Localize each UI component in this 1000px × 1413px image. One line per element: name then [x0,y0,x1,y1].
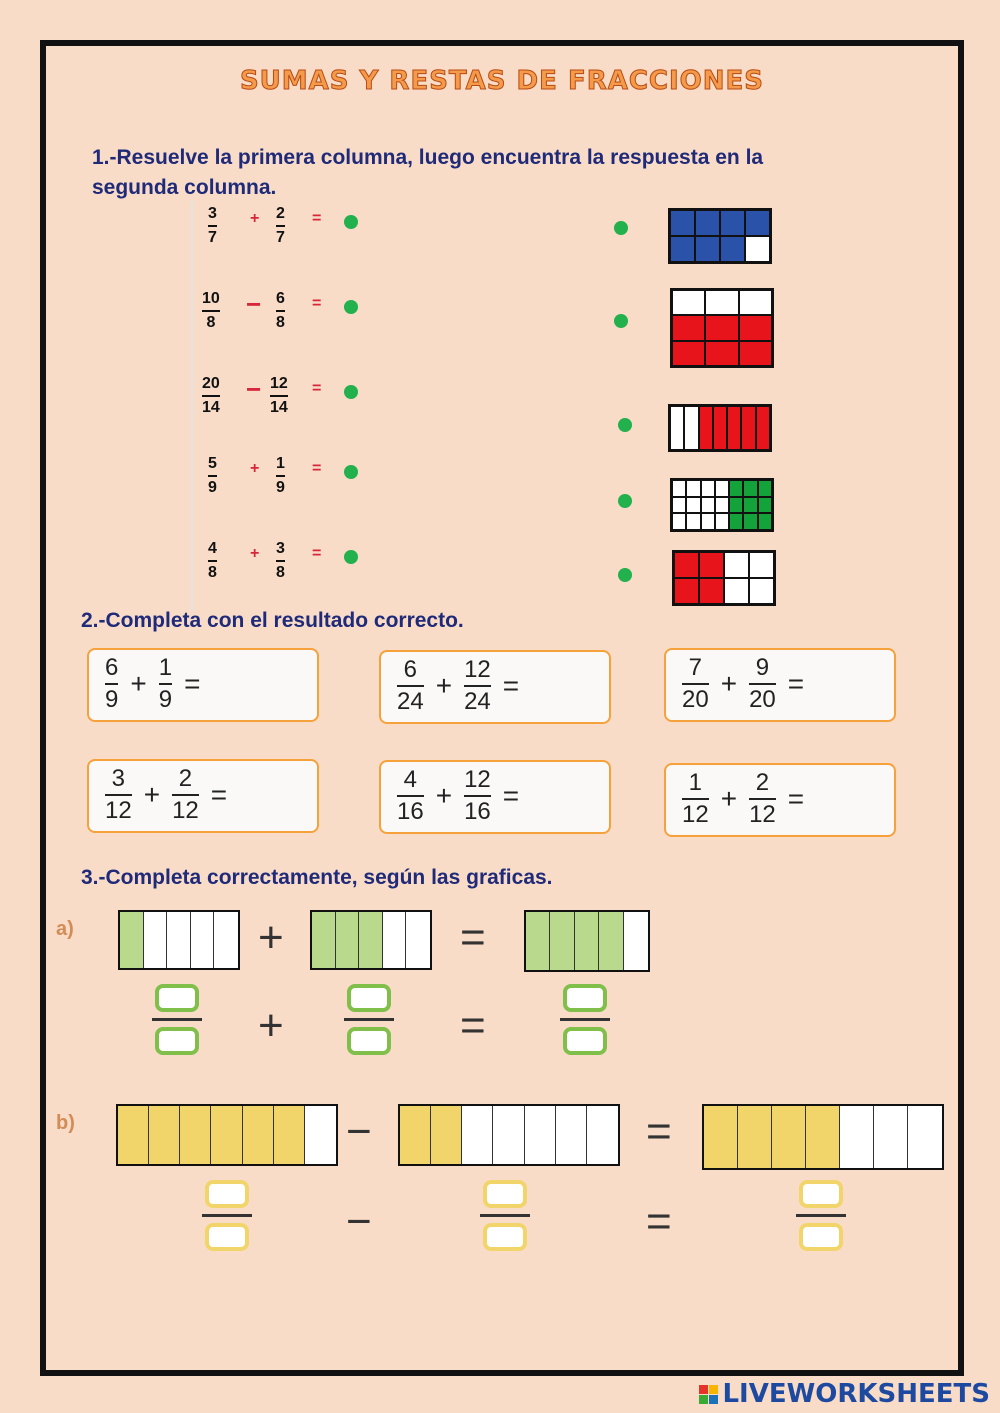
answer-fraction [202,1180,252,1251]
fraction-grid [672,550,776,606]
grid-cell [699,552,724,578]
match-dot-left[interactable] [344,215,358,229]
fraction [202,376,220,416]
fraction-bar [276,560,285,562]
grid-cell [686,513,700,530]
strip-segment [874,1106,908,1168]
equals-sign: = [460,913,486,962]
fraction-bar [105,683,118,685]
fraction [397,658,424,714]
denominator-input[interactable] [155,1027,199,1055]
fraction [276,541,285,581]
denominator: 12 [682,801,709,828]
grid-cell [672,341,705,366]
grid-cell [745,210,770,236]
fraction-strip [524,910,650,972]
fraction-bar [105,794,132,796]
equals-sign: = [184,668,201,699]
equals-sign: = [312,380,322,397]
fraction [682,656,709,712]
plus-sign: + [720,783,738,814]
numerator: 3 [276,540,285,557]
strip-segment [118,1106,149,1164]
grid-cell [672,497,686,514]
fraction-bar [749,683,776,685]
strip-segment [840,1106,874,1168]
grid-cell [672,315,705,340]
strip-segment [575,912,599,970]
divider [191,201,193,611]
equation-box[interactable] [87,759,319,833]
fraction-strip [116,1104,338,1166]
fraction-bar [202,310,220,312]
plus-sign: + [250,545,260,562]
strip-segment [493,1106,524,1164]
grid-cell [695,210,720,236]
denominator-input[interactable] [799,1223,843,1251]
numerator: 7 [688,654,703,681]
fraction-grid [670,288,774,368]
numerator: 20 [202,375,220,392]
page-title: SUMAS Y RESTAS DE FRACCIONES [239,66,765,96]
grid-cell [705,315,738,340]
strip-segment [556,1106,587,1164]
fraction [276,291,285,331]
strip-segment [336,912,360,968]
grid-cell [701,513,715,530]
numerator-input[interactable] [205,1180,249,1208]
denominator: 24 [464,688,491,715]
grid-cell [729,480,743,497]
match-dot-right[interactable] [614,314,628,328]
fraction-bar [682,683,709,685]
denominator: 14 [202,399,220,416]
fraction-bar [796,1214,846,1217]
brand-name: LIVEWORKSHEETS [722,1379,990,1409]
strip-segment [406,912,430,968]
fraction-bar [397,685,424,687]
grid-cell [729,497,743,514]
grid-cell [672,513,686,530]
grid-cell [741,406,755,450]
answer-fraction [344,984,394,1055]
grid-cell [743,513,757,530]
section1-instruction-line1: 1.-Resuelve la primera columna, luego encuentra la respuesta en la [92,146,764,169]
grid-cell [695,236,720,262]
match-dot-right[interactable] [614,221,628,235]
section2-instruction: 2.-Completa con el resultado correcto. [81,609,464,632]
strip-segment [462,1106,493,1164]
numerator: 3 [111,765,126,792]
strip-segment [550,912,574,970]
grid-cell [670,210,695,236]
denominator: 20 [749,686,776,713]
equals-sign: = [210,779,228,810]
grid-cell [756,406,770,450]
fraction [208,456,217,496]
grid-cell [670,406,684,450]
grid-cell [686,497,700,514]
match-dot-left[interactable] [344,465,358,479]
fraction [208,206,217,246]
fraction [276,456,285,496]
grid-cell [758,480,772,497]
strip-segment [587,1106,618,1164]
fraction-strip [310,910,432,970]
grid-cell [713,406,727,450]
strip-segment [305,1106,336,1164]
fraction [105,656,118,712]
numerator: 12 [464,766,491,793]
fraction [397,768,424,824]
fraction-bar [276,475,285,477]
denominator-input[interactable] [483,1223,527,1251]
numerator: 5 [208,455,217,472]
grid-cell [674,552,699,578]
fraction-bar [749,798,776,800]
equals-sign: = [502,670,520,701]
denominator: 9 [158,686,173,713]
grid-cell [672,290,705,315]
strip-segment [704,1106,738,1168]
grid-cell [739,315,772,340]
plus-sign: + [720,668,738,699]
fraction-bar [464,685,491,687]
equals-sign: = [787,783,805,814]
fraction [172,767,199,823]
fraction [270,376,288,416]
fraction-strip [702,1104,944,1170]
equals-sign: = [787,668,805,699]
denominator: 9 [105,686,119,713]
numerator-input[interactable] [799,1180,843,1208]
denominator: 9 [276,479,285,496]
numerator: 9 [755,654,770,681]
grid-cell [672,480,686,497]
denominator: 20 [682,686,709,713]
strip-segment [400,1106,431,1164]
fraction-bar [152,1018,202,1021]
fraction-bar [560,1018,610,1021]
fraction-grid [668,404,772,452]
fraction-bar [270,395,288,397]
numerator: 4 [403,766,418,793]
answer-fraction [560,984,610,1055]
fraction-bar [202,395,220,397]
grid-cell [745,236,770,262]
plus-sign: + [435,670,453,701]
fraction-bar [159,683,172,685]
grid-cell [743,480,757,497]
equation-box[interactable] [87,648,319,722]
strip-segment [191,912,215,968]
denominator: 16 [464,798,491,825]
strip-segment [624,912,648,970]
equals-sign: = [502,780,520,811]
answer-fraction [152,984,202,1055]
grid-cell [701,497,715,514]
answer-fraction [796,1180,846,1251]
equation-box[interactable] [664,648,896,722]
liveworksheets-logo-icon [699,1385,718,1404]
equals-sign: = [312,545,322,562]
fraction-strip [118,910,240,970]
numerator: 1 [158,654,173,681]
grid-cell [715,513,729,530]
strip-segment [383,912,407,968]
fraction-bar [480,1214,530,1217]
equation-box[interactable] [664,763,896,837]
grid-cell [720,236,745,262]
fraction-grid [668,208,772,264]
match-dot-right[interactable] [618,494,632,508]
plus-sign: + [435,780,453,811]
equation [397,768,519,824]
liveworksheets-brand [699,1379,990,1409]
fraction-strip [398,1104,620,1166]
match-dot-left[interactable] [344,300,358,314]
grid-cell [715,497,729,514]
equals-sign: = [312,295,322,312]
fraction-bar [172,794,199,796]
grid-cell [670,236,695,262]
strip-segment [274,1106,305,1164]
match-dot-right[interactable] [618,418,632,432]
fraction [202,291,220,331]
equation-box[interactable] [379,650,611,724]
denominator: 7 [276,229,285,246]
grid-cell [699,406,713,450]
numerator-input[interactable] [155,984,199,1012]
numerator: 3 [208,205,217,222]
numerator: 12 [464,656,491,683]
plus-sign: + [250,460,260,477]
equals-sign: = [312,210,322,227]
grid-cell [749,578,774,604]
equation [105,767,227,823]
strip-segment [908,1106,942,1168]
grid-cell [705,290,738,315]
strip-segment [312,912,336,968]
fraction [464,768,491,824]
denominator: 8 [208,564,217,581]
denominator: 8 [206,314,216,331]
numerator: 12 [270,375,288,392]
fraction-grid [670,478,774,532]
fraction-bar [344,1018,394,1021]
grid-cell [739,290,772,315]
strip-segment [144,912,168,968]
numerator: 4 [208,540,217,557]
numerator-input[interactable] [347,984,391,1012]
grid-cell [739,341,772,366]
equation [105,656,200,712]
fraction-bar [464,795,491,797]
numerator: 1 [688,769,703,796]
strip-segment [738,1106,772,1168]
grid-cell [684,406,698,450]
denominator: 12 [105,797,132,824]
grid-cell [724,578,749,604]
denominator: 14 [270,399,288,416]
denominator: 16 [397,798,424,825]
equals-sign: = [312,460,322,477]
denominator-input[interactable] [205,1223,249,1251]
section3-instruction: 3.-Completa correctamente, según las graficas. [81,866,553,889]
minus-sign: − [346,1197,372,1246]
numerator-input[interactable] [563,984,607,1012]
denominator: 12 [749,801,776,828]
denominator: 8 [276,314,285,331]
fraction [159,656,172,712]
strip-segment [359,912,383,968]
fraction [276,206,285,246]
grid-cell [758,513,772,530]
grid-cell [699,578,724,604]
fraction [749,656,776,712]
fraction-bar [682,798,709,800]
strip-segment [431,1106,462,1164]
fraction-bar [276,310,285,312]
grid-cell [720,210,745,236]
match-dot-right[interactable] [618,568,632,582]
numerator: 6 [276,290,285,307]
grid-cell [724,552,749,578]
section1-instruction-line2: segunda columna. [92,176,277,199]
equation-box[interactable] [379,760,611,834]
grid-cell [715,480,729,497]
fraction-bar [397,795,424,797]
grid-cell [727,406,741,450]
denominator: 8 [276,564,285,581]
denominator: 7 [208,229,217,246]
numerator: 6 [403,656,418,683]
strip-segment [167,912,191,968]
worksheet [40,40,964,1376]
denominator: 24 [397,688,424,715]
minus-sign: − [246,374,262,404]
equals-sign: = [646,1197,672,1246]
numerator: 2 [755,769,770,796]
strip-segment [599,912,623,970]
fraction-bar [202,1214,252,1217]
denominator-input[interactable] [347,1027,391,1055]
plus-sign: + [258,1001,284,1050]
fraction-bar [208,475,217,477]
plus-sign: + [250,210,260,227]
denominator: 12 [172,797,199,824]
fraction-bar [208,225,217,227]
plus-sign: + [143,779,161,810]
strip-segment [525,1106,556,1164]
strip-segment [806,1106,840,1168]
grid-cell [705,341,738,366]
part-label: a) [56,918,74,940]
grid-cell [749,552,774,578]
strip-segment [149,1106,180,1164]
numerator: 6 [105,654,119,681]
fraction [105,767,132,823]
grid-cell [758,497,772,514]
grid-cell [729,513,743,530]
grid-cell [743,497,757,514]
equals-sign: = [460,1001,486,1050]
grid-cell [701,480,715,497]
fraction-bar [208,560,217,562]
strip-segment [243,1106,274,1164]
fraction [749,771,776,827]
numerator: 10 [202,290,220,307]
strip-segment [211,1106,242,1164]
answer-fraction [480,1180,530,1251]
numerator: 2 [178,765,193,792]
match-dot-left[interactable] [344,385,358,399]
strip-segment [214,912,238,968]
minus-sign: − [346,1107,372,1156]
equation [682,771,804,827]
numerator-input[interactable] [483,1180,527,1208]
numerator: 2 [276,205,285,222]
equation [397,658,519,714]
denominator: 9 [208,479,217,496]
equation [682,656,804,712]
minus-sign: − [246,289,262,319]
fraction-bar [276,225,285,227]
grid-cell [674,578,699,604]
equals-sign: = [646,1107,672,1156]
match-dot-left[interactable] [344,550,358,564]
plus-sign: + [130,668,147,699]
grid-cell [686,480,700,497]
plus-sign: + [258,913,284,962]
numerator: 1 [276,455,285,472]
strip-segment [772,1106,806,1168]
fraction [682,771,709,827]
strip-segment [526,912,550,970]
strip-segment [180,1106,211,1164]
fraction [464,658,491,714]
part-label: b) [56,1112,75,1134]
denominator-input[interactable] [563,1027,607,1055]
fraction [208,541,217,581]
strip-segment [120,912,144,968]
